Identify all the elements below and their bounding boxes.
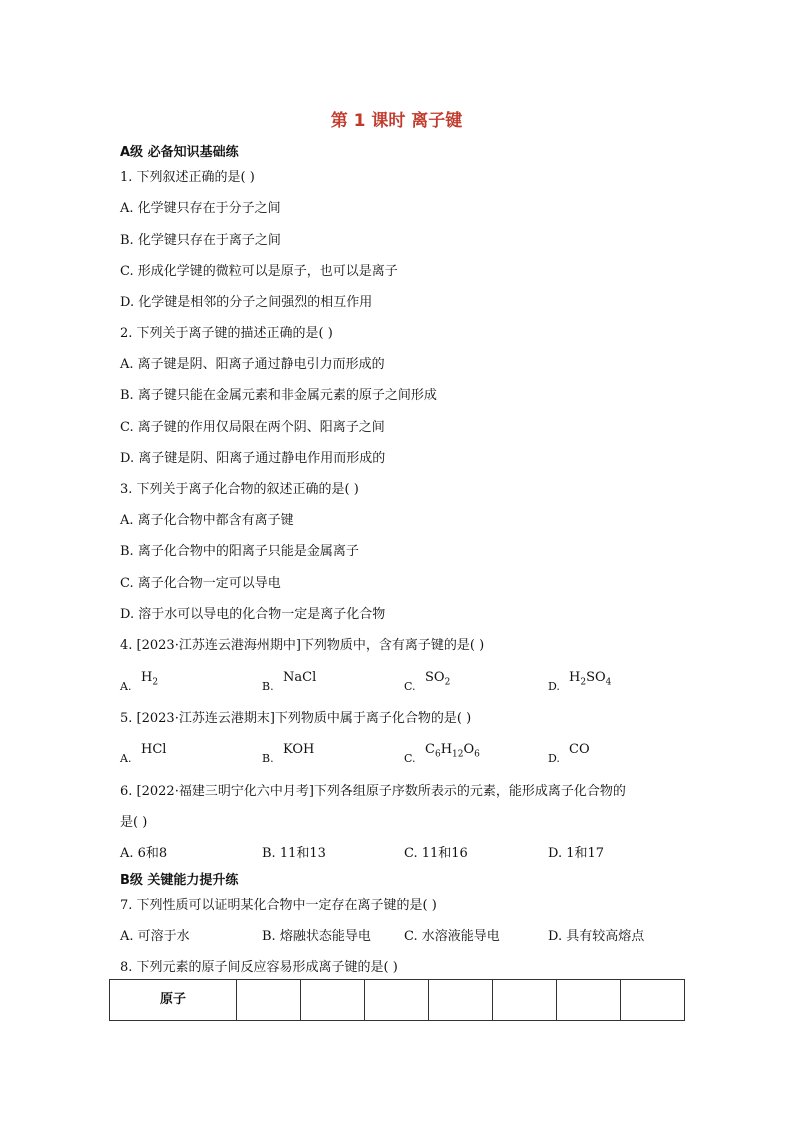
section-a-heading: A级 必备知识基础练 xyxy=(120,145,239,160)
table-cell xyxy=(429,980,493,1021)
q6-option-d: D. 1和17 xyxy=(548,846,605,861)
formula: CO xyxy=(569,742,590,757)
q2-stem: 2. 下列关于离子键的描述正确的是( ) xyxy=(120,326,333,341)
q6-option-a: A. 6和8 xyxy=(120,846,168,861)
q3-option-d: D. 溶于水可以导电的化合物一定是离子化合物 xyxy=(120,607,386,622)
table-cell xyxy=(621,980,685,1021)
q4-stem: 4. [2023·江苏连云港海州期中]下列物质中，含有离子键的是( ) xyxy=(120,638,485,653)
q2-option-a: A. 离子键是阴、阳离子通过静电引力而形成的 xyxy=(120,357,385,372)
q4-options: A. $H_2$ B. NaCl C. $SO_2$ D. $H_2SO_4$ xyxy=(120,670,612,693)
q3-option-c: C. 离子化合物一定可以导电 xyxy=(120,576,281,591)
q3-option-b: B. 离子化合物中的阳离子只能是金属离子 xyxy=(120,544,359,559)
q6-options xyxy=(120,842,680,868)
q5-options: A. HCl B. KOH C. $C_6H_{12}O_6$ D. CO xyxy=(120,742,590,765)
table-row xyxy=(110,980,685,1021)
q1-stem: 1. 下列叙述正确的是( ) xyxy=(120,170,255,185)
q7-option-c: C. 水溶液能导电 xyxy=(404,929,500,944)
formula: HCl xyxy=(141,742,167,757)
formula: NaCl xyxy=(283,670,317,685)
q3-option-a: A. 离子化合物中都含有离子键 xyxy=(120,513,294,528)
table-cell xyxy=(301,980,365,1021)
q8-stem: 8. 下列元素的原子间反应容易形成离子键的是( ) xyxy=(120,960,398,975)
table-header-cell: 原子 xyxy=(110,980,237,1021)
q5-stem: 5. [2023·江苏连云港期末]下列物质中属于离子化合物的是( ) xyxy=(120,711,472,726)
formula: $C_6H_{12}O_6$ xyxy=(425,742,480,760)
q3-stem: 3. 下列关于离子化合物的叙述正确的是( ) xyxy=(120,482,359,497)
q7-option-b: B. 熔融状态能导电 xyxy=(262,929,371,944)
q6-option-b: B. 11和13 xyxy=(262,846,326,861)
q1-option-b: B. 化学键只存在于离子之间 xyxy=(120,233,281,248)
q6-option-c: C. 11和16 xyxy=(404,846,468,861)
table-cell xyxy=(493,980,557,1021)
q7-options xyxy=(120,925,680,951)
table-cell xyxy=(365,980,429,1021)
formula: $SO_2$ xyxy=(425,670,451,688)
q2-option-c: C. 离子键的作用仅局限在两个阴、阳离子之间 xyxy=(120,420,385,435)
q7-option-a: A. 可溶于水 xyxy=(120,929,190,944)
q6-stem-line2: 是( ) xyxy=(120,815,148,830)
q1-option-c: C. 形成化学键的微粒可以是原子，也可以是离子 xyxy=(120,264,398,279)
page-title: 第 1 课时 离子键 xyxy=(330,111,463,131)
table-cell xyxy=(237,980,301,1021)
q2-option-b: B. 离子键只能在金属元素和非金属元素的原子之间形成 xyxy=(120,388,437,403)
section-b-heading: B级 关键能力提升练 xyxy=(120,873,239,888)
q1-option-a: A. 化学键只存在于分子之间 xyxy=(120,201,281,216)
q7-option-d: D. 具有较高熔点 xyxy=(548,929,645,944)
q7-stem: 7. 下列性质可以证明某化合物中一定存在离子键的是( ) xyxy=(120,898,437,913)
q6-stem-line1: 6. [2022·福建三明宁化六中月考]下列各组原子序数所表示的元素，能形成离子化合物的 xyxy=(120,784,626,799)
q1-option-d: D. 化学键是相邻的分子之间强烈的相互作用 xyxy=(120,295,373,310)
formula: $H_2SO_4$ xyxy=(569,670,612,688)
table-cell xyxy=(557,980,621,1021)
formula: KOH xyxy=(283,742,315,757)
atoms-table xyxy=(109,979,685,1021)
q2-option-d: D. 离子键是阴、阳离子通过静电作用而形成的 xyxy=(120,451,386,466)
formula: $H_2$ xyxy=(141,670,159,688)
